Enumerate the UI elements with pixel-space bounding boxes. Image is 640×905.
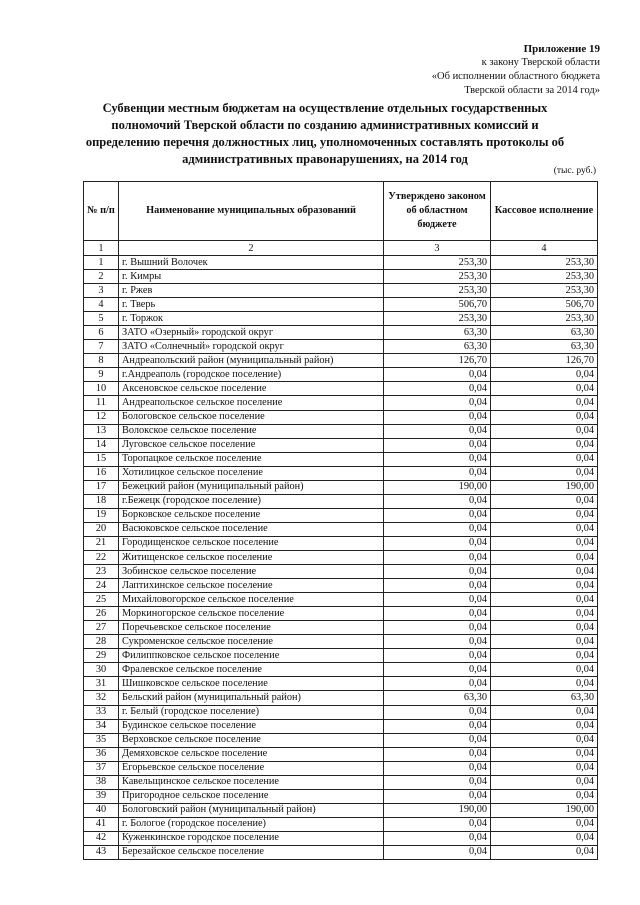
approved-amount: 0,04 (384, 452, 491, 466)
row-number: 32 (84, 691, 119, 705)
executed-amount: 0,04 (491, 761, 598, 775)
row-number: 29 (84, 649, 119, 663)
table-row (84, 536, 598, 550)
approved-amount: 0,04 (384, 508, 491, 522)
executed-amount: 0,04 (491, 789, 598, 803)
executed-amount: 0,04 (491, 368, 598, 382)
document-title: Субвенции местным бюджетам на осуществление отдельных государственных полномочий Тверской области по созданию административных комиссий и определению перечня должностных лиц, уполномоченных составлять протоколы об административных правонарушениях, на 2014 год (85, 101, 565, 166)
table-row (84, 550, 598, 564)
municipality-name: г.Андреаполь (городское поселение) (119, 368, 384, 382)
municipality-name: г. Белый (городское поселение) (119, 705, 384, 719)
table-row (84, 368, 598, 382)
row-number: 14 (84, 438, 119, 452)
approved-amount: 0,04 (384, 579, 491, 593)
header-executed: Кассовое исполнение (491, 182, 598, 241)
row-number: 40 (84, 803, 119, 817)
municipality-name: Кавельщинское сельское поселение (119, 775, 384, 789)
approved-amount: 0,04 (384, 775, 491, 789)
municipality-name: Васюковское сельское поселение (119, 522, 384, 536)
row-number: 43 (84, 845, 119, 859)
approved-amount: 0,04 (384, 494, 491, 508)
table-row (84, 522, 598, 536)
table-row (84, 354, 598, 368)
row-number: 38 (84, 775, 119, 789)
approved-amount: 0,04 (384, 621, 491, 635)
municipality-name: Бежецкий район (муниципальный район) (119, 480, 384, 494)
municipality-name: г. Кимры (119, 270, 384, 284)
table-row (84, 312, 598, 326)
table-header-row (84, 182, 598, 241)
table-row (84, 326, 598, 340)
approved-amount: 126,70 (384, 354, 491, 368)
table-row (84, 480, 598, 494)
executed-amount: 0,04 (491, 438, 598, 452)
table-row (84, 284, 598, 298)
column-number: 4 (491, 241, 598, 256)
approved-amount: 253,30 (384, 312, 491, 326)
approved-amount: 0,04 (384, 396, 491, 410)
executed-amount: 0,04 (491, 719, 598, 733)
executed-amount: 0,04 (491, 733, 598, 747)
municipality-name: ЗАТО «Солнечный» городской округ (119, 340, 384, 354)
table-row (84, 565, 598, 579)
row-number: 13 (84, 424, 119, 438)
approved-amount: 0,04 (384, 747, 491, 761)
approved-amount: 0,04 (384, 663, 491, 677)
approved-amount: 253,30 (384, 284, 491, 298)
subsidies-table (83, 181, 598, 860)
executed-amount: 0,04 (491, 635, 598, 649)
executed-amount: 0,04 (491, 466, 598, 480)
table-row (84, 733, 598, 747)
row-number: 22 (84, 550, 119, 564)
executed-amount: 0,04 (491, 593, 598, 607)
executed-amount: 253,30 (491, 312, 598, 326)
municipality-name: Моркиногорское сельское поселение (119, 607, 384, 621)
approved-amount: 0,04 (384, 831, 491, 845)
approved-amount: 190,00 (384, 803, 491, 817)
table-row (84, 256, 598, 270)
table-row (84, 508, 598, 522)
column-number: 2 (119, 241, 384, 256)
table-row (84, 663, 598, 677)
municipality-name: Хотилицкое сельское поселение (119, 466, 384, 480)
executed-amount: 190,00 (491, 803, 598, 817)
approved-amount: 0,04 (384, 438, 491, 452)
table-row (84, 607, 598, 621)
approved-amount: 0,04 (384, 424, 491, 438)
municipality-name: г. Бологое (городское поселение) (119, 817, 384, 831)
approved-amount: 0,04 (384, 845, 491, 859)
executed-amount: 253,30 (491, 270, 598, 284)
approved-amount: 0,04 (384, 607, 491, 621)
executed-amount: 63,30 (491, 326, 598, 340)
approved-amount: 0,04 (384, 466, 491, 480)
table-row (84, 803, 598, 817)
approved-amount: 0,04 (384, 382, 491, 396)
row-number: 35 (84, 733, 119, 747)
row-number: 33 (84, 705, 119, 719)
row-number: 4 (84, 298, 119, 312)
approved-amount: 0,04 (384, 789, 491, 803)
municipality-name: Лаптихинское сельское поселение (119, 579, 384, 593)
executed-amount: 63,30 (491, 340, 598, 354)
executed-amount: 0,04 (491, 396, 598, 410)
row-number: 15 (84, 452, 119, 466)
table-row (84, 593, 598, 607)
executed-amount: 0,04 (491, 410, 598, 424)
municipality-name: Аксеновское сельское поселение (119, 382, 384, 396)
approved-amount: 0,04 (384, 550, 491, 564)
executed-amount: 0,04 (491, 677, 598, 691)
table-row (84, 452, 598, 466)
table-row (84, 831, 598, 845)
appendix-line-3: Тверской области за 2014 год» (464, 85, 600, 96)
table-row (84, 382, 598, 396)
municipality-name: Шишковское сельское поселение (119, 677, 384, 691)
row-number: 19 (84, 508, 119, 522)
executed-amount: 0,04 (491, 607, 598, 621)
approved-amount: 506,70 (384, 298, 491, 312)
header-approved: Утверждено законом об областном бюджете (384, 182, 491, 241)
municipality-name: г.Бежецк (городское поселение) (119, 494, 384, 508)
executed-amount: 0,04 (491, 565, 598, 579)
row-number: 34 (84, 719, 119, 733)
approved-amount: 0,04 (384, 761, 491, 775)
executed-amount: 0,04 (491, 452, 598, 466)
municipality-name: г. Тверь (119, 298, 384, 312)
municipality-name: Фралевское сельское поселение (119, 663, 384, 677)
table-row (84, 621, 598, 635)
approved-amount: 0,04 (384, 565, 491, 579)
column-numbers-row (84, 241, 598, 256)
table-row (84, 270, 598, 284)
municipality-name: Филиппковское сельское поселение (119, 649, 384, 663)
municipality-name: Верховское сельское поселение (119, 733, 384, 747)
municipality-name: г. Ржев (119, 284, 384, 298)
executed-amount: 0,04 (491, 845, 598, 859)
approved-amount: 0,04 (384, 677, 491, 691)
municipality-name: Борковское сельское поселение (119, 508, 384, 522)
municipality-name: Бологовский район (муниципальный район) (119, 803, 384, 817)
table-row (84, 579, 598, 593)
approved-amount: 0,04 (384, 817, 491, 831)
row-number: 24 (84, 579, 119, 593)
executed-amount: 190,00 (491, 480, 598, 494)
executed-amount: 0,04 (491, 424, 598, 438)
executed-amount: 0,04 (491, 579, 598, 593)
table-row (84, 438, 598, 452)
row-number: 3 (84, 284, 119, 298)
municipality-name: Зобинское сельское поселение (119, 565, 384, 579)
approved-amount: 0,04 (384, 733, 491, 747)
row-number: 8 (84, 354, 119, 368)
municipality-name: Демяховское сельское поселение (119, 747, 384, 761)
municipality-name: г. Вышний Волочек (119, 256, 384, 270)
header-name: Наименование муниципальных образований (119, 182, 384, 241)
executed-amount: 506,70 (491, 298, 598, 312)
column-number: 3 (384, 241, 491, 256)
row-number: 6 (84, 326, 119, 340)
municipality-name: Поречьевское сельское поселение (119, 621, 384, 635)
executed-amount: 0,04 (491, 649, 598, 663)
row-number: 12 (84, 410, 119, 424)
header-num: № п/п (84, 182, 119, 241)
municipality-name: Михайловогорское сельское поселение (119, 593, 384, 607)
executed-amount: 0,04 (491, 621, 598, 635)
row-number: 7 (84, 340, 119, 354)
executed-amount: 126,70 (491, 354, 598, 368)
executed-amount: 0,04 (491, 508, 598, 522)
table-row (84, 340, 598, 354)
municipality-name: Городищенское сельское поселение (119, 536, 384, 550)
row-number: 20 (84, 522, 119, 536)
table-row (84, 691, 598, 705)
municipality-name: Егорьевское сельское поселение (119, 761, 384, 775)
executed-amount: 63,30 (491, 691, 598, 705)
municipality-name: Волокское сельское поселение (119, 424, 384, 438)
table-body (84, 256, 598, 860)
row-number: 30 (84, 663, 119, 677)
municipality-name: Бельский район (муниципальный район) (119, 691, 384, 705)
executed-amount: 0,04 (491, 775, 598, 789)
approved-amount: 0,04 (384, 368, 491, 382)
appendix-block (432, 42, 600, 98)
table-row (84, 817, 598, 831)
table-row (84, 677, 598, 691)
municipality-name: Пригородное сельское поселение (119, 789, 384, 803)
row-number: 9 (84, 368, 119, 382)
municipality-name: Луговское сельское поселение (119, 438, 384, 452)
units-label: (тыс. руб.) (553, 166, 596, 176)
executed-amount: 253,30 (491, 284, 598, 298)
row-number: 26 (84, 607, 119, 621)
municipality-name: Андреапольское сельское поселение (119, 396, 384, 410)
approved-amount: 0,04 (384, 649, 491, 663)
approved-amount: 253,30 (384, 270, 491, 284)
municipality-name: ЗАТО «Озерный» городской округ (119, 326, 384, 340)
row-number: 21 (84, 536, 119, 550)
approved-amount: 253,30 (384, 256, 491, 270)
row-number: 39 (84, 789, 119, 803)
row-number: 42 (84, 831, 119, 845)
row-number: 18 (84, 494, 119, 508)
table-row (84, 494, 598, 508)
executed-amount: 0,04 (491, 550, 598, 564)
table-row (84, 761, 598, 775)
executed-amount: 0,04 (491, 536, 598, 550)
municipality-name: Будинское сельское поселение (119, 719, 384, 733)
approved-amount: 0,04 (384, 593, 491, 607)
row-number: 1 (84, 256, 119, 270)
table-row (84, 466, 598, 480)
approved-amount: 63,30 (384, 326, 491, 340)
executed-amount: 0,04 (491, 494, 598, 508)
executed-amount: 0,04 (491, 831, 598, 845)
table-row (84, 649, 598, 663)
row-number: 23 (84, 565, 119, 579)
table-row (84, 635, 598, 649)
approved-amount: 0,04 (384, 705, 491, 719)
row-number: 28 (84, 635, 119, 649)
municipality-name: Бологовское сельское поселение (119, 410, 384, 424)
table-row (84, 424, 598, 438)
municipality-name: г. Торжок (119, 312, 384, 326)
row-number: 25 (84, 593, 119, 607)
row-number: 37 (84, 761, 119, 775)
table-row (84, 845, 598, 859)
row-number: 31 (84, 677, 119, 691)
municipality-name: Житищенское сельское поселение (119, 550, 384, 564)
row-number: 16 (84, 466, 119, 480)
municipality-name: Березайское сельское поселение (119, 845, 384, 859)
table-row (84, 298, 598, 312)
column-number: 1 (84, 241, 119, 256)
municipality-name: Куженкинское городское поселение (119, 831, 384, 845)
table-row (84, 789, 598, 803)
approved-amount: 0,04 (384, 719, 491, 733)
table-row (84, 747, 598, 761)
row-number: 5 (84, 312, 119, 326)
approved-amount: 0,04 (384, 522, 491, 536)
approved-amount: 0,04 (384, 635, 491, 649)
approved-amount: 63,30 (384, 691, 491, 705)
approved-amount: 0,04 (384, 410, 491, 424)
table-row (84, 775, 598, 789)
table-row (84, 719, 598, 733)
table-row (84, 396, 598, 410)
approved-amount: 190,00 (384, 480, 491, 494)
municipality-name: Сукроменское сельское поселение (119, 635, 384, 649)
table-row (84, 410, 598, 424)
row-number: 41 (84, 817, 119, 831)
appendix-title: Приложение 19 (523, 43, 600, 55)
executed-amount: 0,04 (491, 382, 598, 396)
executed-amount: 0,04 (491, 705, 598, 719)
approved-amount: 63,30 (384, 340, 491, 354)
row-number: 36 (84, 747, 119, 761)
executed-amount: 0,04 (491, 817, 598, 831)
executed-amount: 0,04 (491, 522, 598, 536)
municipality-name: Торопацкое сельское поселение (119, 452, 384, 466)
appendix-line-1: к закону Тверской области (481, 57, 600, 68)
row-number: 2 (84, 270, 119, 284)
row-number: 10 (84, 382, 119, 396)
municipality-name: Андреапольский район (муниципальный район) (119, 354, 384, 368)
executed-amount: 0,04 (491, 747, 598, 761)
row-number: 27 (84, 621, 119, 635)
approved-amount: 0,04 (384, 536, 491, 550)
executed-amount: 253,30 (491, 256, 598, 270)
appendix-line-2: «Об исполнении областного бюджета (431, 71, 600, 82)
row-number: 17 (84, 480, 119, 494)
table-row (84, 705, 598, 719)
executed-amount: 0,04 (491, 663, 598, 677)
row-number: 11 (84, 396, 119, 410)
